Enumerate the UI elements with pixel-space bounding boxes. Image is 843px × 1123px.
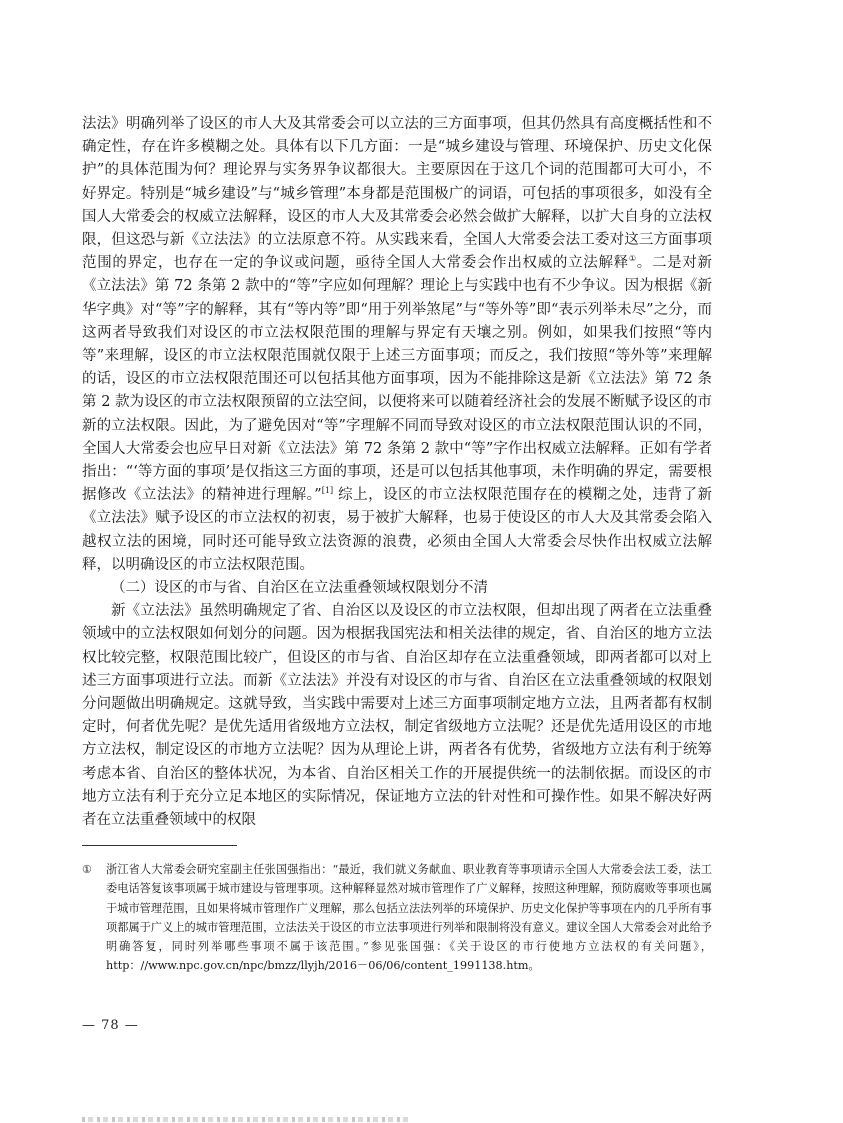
footnote-text: 浙江省人大常委会研究室副主任张国强指出：“最近，我们就义务献血、职业教育等事项请示全国人大常委会法工委，法工委电话答复该事项属于城市建设与管理事项。这种解释显然对城市管理作了广义解释，按照这种理解，预防腐败等事项也属于城市管理范围，且如果将城市管理作广义理解，那么包括立法法列举的环境保护、历史文化保护等事项在内的几乎所有事项都属于广义上的城市管理范围，立法法关于设区的市立法事项进行列举和限制将没有意义。建议全国人大常委会对此给予明确答复，同时列举哪些事项不属于该范围。”参见张国强：《关于设区的市行使地方立法权的有关问题》，http：//www.npc.gov.cn/npc/bmzz/llyjh/2016－06/06/content_1991138.htm。 (106, 863, 712, 973)
paragraph-1 (82, 113, 712, 577)
footnote-ref-1[interactable]: ① (628, 254, 637, 264)
page-number: — 78 — (82, 1018, 139, 1033)
paragraph-1-part-a: 法法》明确列举了设区的市人大及其常委会可以立法的三方面事项，但其仍然具有高度概括性和不确定性，存在许多模糊之处。具体有以下几方面：一是“城乡建设与管理、环境保护、历史文化保护”的具体范围为何？理论界与实务界争议都很大。主要原因在于这几个词的范围都可大可小，不好界定。特别是“城乡建设”与“城乡管理”本身都是范围极广的词语，可包括的事项很多，如没有全国人大常委会的权威立法解释，设区的市人大及其常委会必然会做扩大解释，以扩大自身的立法权限，但这恐与新《立法法》的立法原意不符。从实践来看，全国人大常委会法工委对这三方面事项范围的界定，也存在一定的争议或问题，亟待全国人大常委会作出权威的立法解释 (82, 116, 712, 272)
paragraph-1-part-c: 综上，设区的市立法权限范围存在的模糊之处，违背了新《立法法》赋予设区的市立法权的初衷，易于被扩大解释，也易于使设区的市人大及其常委会陷入越权立法的困境，同时还可能导致立法资源的浪费，必须由全国人大常委会尽快作出权威立法解释，以明确设区的市立法权限范围。 (82, 487, 712, 573)
scan-edge-artifact (82, 1117, 412, 1122)
citation-ref-1[interactable]: [1] (321, 486, 334, 496)
section-heading: （二）设区的市与省、自治区在立法重叠领域权限划分不清 (111, 580, 488, 597)
footnote-marker: ① (82, 863, 93, 876)
body-text (82, 113, 712, 832)
paragraph-2: 新《立法法》虽然明确规定了省、自治区以及设区的市立法权限，但却出现了两者在立法重叠领域中的立法权限如何划分的问题。因为根据我国宪法和相关法律的规定，省、自治区的地方立法权比较完整，权限范围比较广，但设区的市与省、自治区却存在立法重叠领域，即两者都可以对上述三方面事项进行立法。而新《立法法》并没有对设区的市与省、自治区在立法重叠领域的权限划分问题做出明确规定。这就导致，当实践中需要对上述三方面事项制定地方立法，且两者都有权制定时，何者优先呢？是优先适用省级地方立法权，制定省级地方立法呢？还是优先适用设区的市地方立法权，制定设区的市地方立法呢？因为从理论上讲，两者各有优势，省级地方立法有利于统筹考虑本省、自治区的整体状况，为本省、自治区相关工作的开展提供统一的法制依据。而设区的市地方立法有利于充分立足本地区的实际情况，保证地方立法的针对性和可操作性。如果不解决好两者在立法重叠领域中的权限 (82, 603, 712, 829)
footnote-1 (82, 860, 712, 976)
footnote-divider (82, 845, 237, 846)
paragraph-1-part-b: 。二是对新《立法法》第 72 条第 2 款中的“等”字应如何理解？理论上与实践中也有不少争议。因为根据《新华字典》对“等”字的解释，其有“等内等”即“用于列举煞尾”与“等外等”即“表示列举未尽”之分，而这两者导致我们对设区的市立法权限范围的理解与界定有天壤之别。例如，如果我们按照“等内等”来理解，设区的市立法权限范围就仅限于上述三方面事项；而反之，我们按照“等外等”来理解的话，设区的市立法权限范围还可以包括其他方面事项，因为不能排除这是新《立法法》第 72 条第 2 款为设区的市立法权限预留的立法空间，以便将来可以随着经济社会的发展不断赋予设区的市新的立法权限。因此，为了避免因对“等”字理解不同而导致对设区的市立法权限范围认识的不同，全国人大常委会也应早日对新《立法法》第 72 条第 2 款中“等”字作出权威立法解释。正如有学者指出：“‘等方面的事项’是仅指这三方面的事项，还是可以包括其他事项，未作明确的界定，需要根据修改《立法法》的精神进行理解。” (82, 255, 713, 504)
